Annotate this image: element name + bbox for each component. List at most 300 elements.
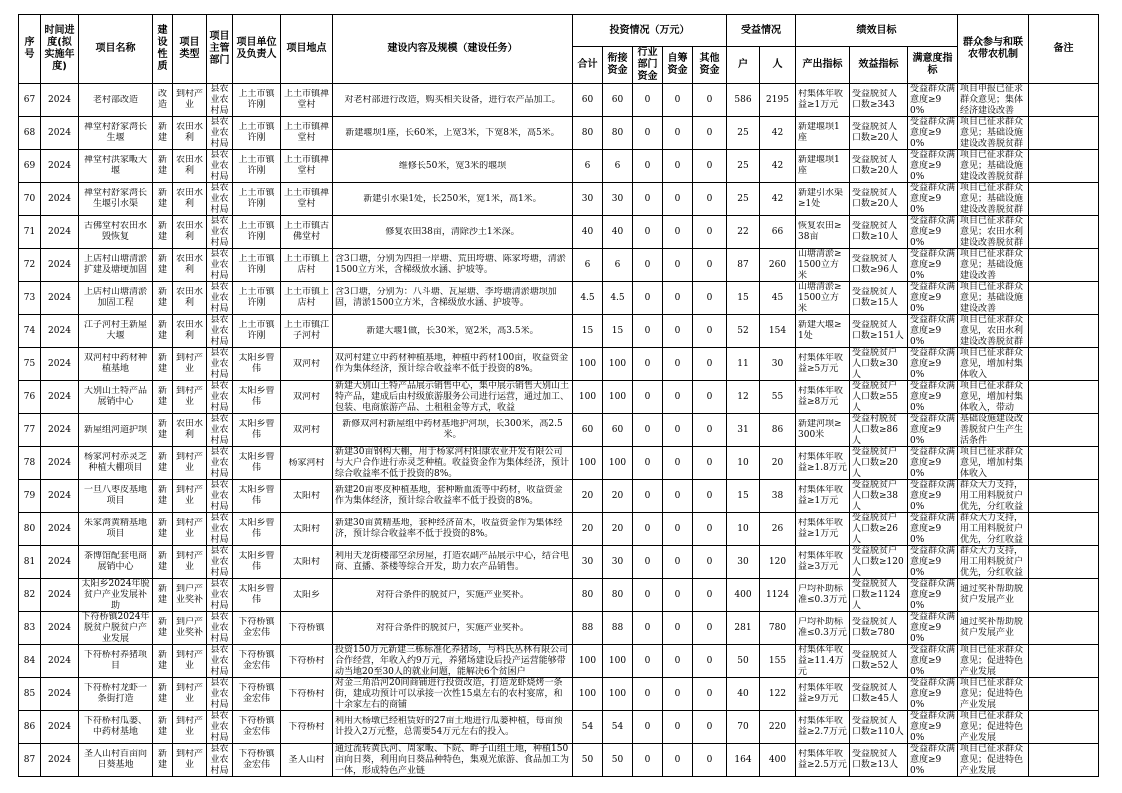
cell-total-text: 60	[581, 424, 594, 435]
cell-people	[760, 480, 796, 513]
cell-total-text: 100	[578, 688, 597, 699]
cell-mechanism-text: 项目已征求群众意见，增加村集体收入	[960, 348, 1024, 380]
cell-link-text: 40	[611, 226, 624, 237]
cell-dept	[207, 579, 233, 612]
cell-total-text: 6	[584, 259, 591, 270]
cell-households-text: 31	[737, 424, 749, 435]
cell-satisfaction	[908, 678, 958, 711]
cell-other	[693, 414, 727, 447]
cell-location	[281, 315, 333, 348]
cell-people-text: 45	[771, 292, 784, 303]
cell-location	[281, 282, 333, 315]
cell-output-text: 村集体年收益≥5万元	[798, 353, 844, 374]
cell-location	[281, 381, 333, 414]
cell-dept	[207, 711, 233, 744]
header-effect: 效益指标	[850, 47, 908, 84]
cell-link	[603, 744, 633, 777]
cell-satisfaction	[908, 348, 958, 381]
cell-people	[760, 282, 796, 315]
cell-location	[281, 414, 333, 447]
cell-output	[796, 678, 850, 711]
cell-unit-text: 上土市镇许刚	[238, 89, 275, 110]
cell-mechanism-text: 项目已征求群众意见，农田水利建设改善脱贫群	[960, 315, 1024, 347]
cell-year	[41, 216, 79, 249]
cell-seq-text: 73	[23, 292, 36, 303]
cell-people	[760, 546, 796, 579]
cell-output	[796, 216, 850, 249]
cell-other	[693, 150, 727, 183]
cell-other	[693, 447, 727, 480]
cell-satisfaction	[908, 744, 958, 777]
cell-satisfaction-text: 受益群众满意度≥90%	[910, 117, 955, 149]
cell-other-text: 0	[706, 622, 713, 633]
cell-nature-text: 新建	[157, 353, 167, 374]
cell-self	[663, 348, 693, 381]
header-satisfaction: 满意度指标	[908, 47, 958, 84]
cell-unit-text: 太阳乡曾伟	[238, 386, 275, 407]
cell-dept-text: 县农业农村局	[210, 249, 229, 281]
cell-self-text: 0	[674, 556, 681, 567]
cell-year	[41, 414, 79, 447]
cell-households-text: 586	[734, 94, 752, 105]
cell-households	[727, 183, 760, 216]
cell-people	[760, 678, 796, 711]
cell-seq	[19, 348, 41, 381]
cell-nature-text: 新建	[157, 287, 167, 308]
cell-type-text: 到村产业	[175, 518, 203, 539]
cell-location	[281, 249, 333, 282]
cell-people	[760, 744, 796, 777]
cell-mechanism	[958, 612, 1029, 645]
cell-satisfaction	[908, 612, 958, 645]
cell-industry	[633, 447, 663, 480]
cell-satisfaction-text: 受益群众满意度≥90%	[910, 447, 955, 479]
cell-effect-text: 受益脱贫人口数≥45人	[852, 683, 898, 704]
cell-content-text: 新建堰坝1座，长60米，上宽3米，下宽8米，高5米。	[345, 127, 560, 138]
cell-nature-text: 新建	[157, 485, 167, 506]
cell-unit-text: 上土市镇许刚	[238, 287, 275, 308]
cell-seq	[19, 645, 41, 678]
cell-households-text: 25	[737, 160, 749, 171]
cell-location-text: 上土市镇禅堂村	[283, 188, 329, 209]
cell-link	[603, 150, 633, 183]
cell-type	[173, 183, 207, 216]
cell-output-text: 村集体年收益≥8万元	[798, 386, 844, 407]
cell-dept-text: 县农业农村局	[210, 480, 229, 512]
cell-type	[173, 579, 207, 612]
cell-households-text: 400	[734, 589, 752, 600]
cell-link-text: 20	[611, 523, 624, 534]
cell-name	[79, 117, 153, 150]
cell-unit	[233, 315, 281, 348]
cell-mechanism-text: 项目已征求群众意见，增加村集体收入	[960, 447, 1024, 479]
cell-name-text: 禅堂村舒家湾长生堰	[83, 122, 147, 143]
cell-content	[333, 381, 573, 414]
cell-seq	[19, 480, 41, 513]
cell-location-text: 双河村	[292, 391, 320, 402]
cell-seq	[19, 546, 41, 579]
cell-self	[663, 216, 693, 249]
cell-content	[333, 84, 573, 117]
cell-name	[79, 348, 153, 381]
cell-year-text: 2024	[48, 325, 71, 336]
cell-content-text: 含3口塘，分别为四担一岸塘、荒田垮塘、陈家垮塘，清淤1500立方米，含梯级放水涵、护坡等。	[335, 254, 566, 275]
cell-unit	[233, 513, 281, 546]
cell-type	[173, 711, 207, 744]
cell-industry-text: 0	[644, 358, 651, 369]
cell-link	[603, 513, 633, 546]
cell-unit	[233, 546, 281, 579]
cell-year	[41, 579, 79, 612]
cell-content	[333, 645, 573, 678]
cell-seq-text: 87	[23, 754, 36, 765]
cell-name-text: 老村部改造	[92, 94, 138, 105]
cell-name-text: 下符桥村养猪项目	[83, 650, 147, 671]
cell-unit-text: 上土市镇许刚	[238, 320, 275, 341]
header-performance: 绩效目标	[796, 15, 958, 47]
cell-content	[333, 315, 573, 348]
cell-unit	[233, 744, 281, 777]
cell-total-text: 6	[584, 160, 591, 171]
cell-effect	[850, 579, 908, 612]
cell-satisfaction	[908, 117, 958, 150]
cell-self	[663, 744, 693, 777]
cell-industry-text: 0	[644, 160, 651, 171]
cell-nature-text: 新建	[157, 452, 167, 473]
cell-content-text: 利用大杨墩已经租赁好的27亩土地进行瓜蒌种植，每亩预计投入2万元整，总需要54万元左右的投入。	[335, 716, 563, 737]
header-unit: 项目单位及负责人	[233, 15, 281, 84]
cell-satisfaction-text: 受益群众满意度≥90%	[910, 150, 955, 182]
cell-other	[693, 348, 727, 381]
cell-link-text: 60	[611, 94, 624, 105]
cell-self	[663, 381, 693, 414]
cell-nature-text: 新建	[157, 254, 167, 275]
cell-households-text: 10	[737, 457, 749, 468]
cell-content-text: 新建20亩枣皮种植基地，套种断血流等中药材，收益资金作为集体经济，预计综合收益率不低于投资的8%。	[335, 485, 563, 506]
header-industry: 行业部门资金	[633, 47, 663, 84]
cell-people-text: 30	[771, 358, 784, 369]
cell-unit	[233, 381, 281, 414]
cell-nature	[153, 447, 173, 480]
cell-mechanism-text: 项目已征求群众意见；基础设施建设改善	[960, 282, 1024, 314]
cell-unit-text: 太阳乡曾伟	[238, 551, 275, 572]
cell-effect-text: 受益脱贫人口数≥15人	[852, 287, 898, 308]
cell-dept	[207, 84, 233, 117]
cell-people	[760, 183, 796, 216]
cell-location	[281, 117, 333, 150]
cell-seq	[19, 282, 41, 315]
cell-content	[333, 216, 573, 249]
cell-people-text: 42	[771, 160, 784, 171]
cell-nature	[153, 612, 173, 645]
cell-remark	[1029, 282, 1099, 315]
cell-industry-text: 0	[644, 457, 651, 468]
cell-year	[41, 711, 79, 744]
cell-type-text: 到村产业	[175, 716, 203, 737]
header-total: 合计	[573, 47, 603, 84]
cell-seq-text: 80	[23, 523, 36, 534]
cell-output-text: 村集体年收益≥2.7万元	[798, 716, 847, 737]
cell-location-text: 太阳乡	[292, 589, 320, 600]
cell-output-text: 村集体年收益≥1万元	[798, 485, 844, 506]
cell-name	[79, 480, 153, 513]
cell-output-text: 户均补助标准≤0.3万元	[798, 617, 847, 638]
cell-content-text: 修复农田38亩，清除沙土1米深。	[385, 226, 520, 237]
table-row	[19, 579, 1099, 612]
cell-industry-text: 0	[644, 589, 651, 600]
cell-year-text: 2024	[48, 193, 71, 204]
cell-self-text: 0	[674, 127, 681, 138]
cell-households	[727, 249, 760, 282]
cell-mechanism-text: 项目已征求群众意见，增加村集体收入，带动	[960, 381, 1024, 413]
cell-self-text: 0	[674, 259, 681, 270]
cell-other-text: 0	[706, 160, 713, 171]
cell-mechanism	[958, 315, 1029, 348]
cell-output	[796, 744, 850, 777]
cell-location	[281, 183, 333, 216]
cell-industry	[633, 480, 663, 513]
cell-output	[796, 480, 850, 513]
cell-year	[41, 315, 79, 348]
cell-remark	[1029, 579, 1099, 612]
cell-households	[727, 348, 760, 381]
cell-type-text: 到村产业	[175, 749, 203, 770]
cell-output	[796, 612, 850, 645]
cell-satisfaction	[908, 480, 958, 513]
header-mechanism: 群众参与和联农带农机制	[958, 15, 1029, 84]
cell-unit	[233, 414, 281, 447]
cell-name-text: 禅堂村舒家湾长生堰引水渠	[83, 188, 147, 209]
cell-nature	[153, 744, 173, 777]
cell-output	[796, 381, 850, 414]
cell-seq	[19, 612, 41, 645]
cell-output	[796, 711, 850, 744]
cell-link	[603, 381, 633, 414]
cell-total-text: 60	[581, 94, 594, 105]
table-row	[19, 678, 1099, 711]
cell-content	[333, 513, 573, 546]
cell-nature-text: 改造	[157, 89, 167, 110]
cell-unit-text: 太阳乡曾伟	[238, 485, 275, 506]
cell-effect-text: 受益脱贫人口数≥13人	[852, 749, 898, 770]
cell-self-text: 0	[674, 226, 681, 237]
cell-effect	[850, 678, 908, 711]
cell-seq	[19, 381, 41, 414]
cell-location	[281, 546, 333, 579]
cell-unit-text: 太阳乡曾伟	[238, 452, 275, 473]
cell-satisfaction-text: 受益群众满意度≥90%	[910, 216, 955, 248]
cell-mechanism	[958, 744, 1029, 777]
cell-people-text: 155	[768, 655, 787, 666]
cell-other	[693, 381, 727, 414]
cell-people	[760, 348, 796, 381]
cell-mechanism	[958, 150, 1029, 183]
cell-mechanism	[958, 414, 1029, 447]
cell-name	[79, 744, 153, 777]
cell-dept-text: 县农业农村局	[210, 348, 229, 380]
cell-location-text: 上土市镇禅堂村	[283, 89, 329, 110]
cell-effect-text: 受益脱贫人口数≥20人	[852, 155, 898, 176]
cell-link	[603, 282, 633, 315]
cell-households	[727, 414, 760, 447]
cell-unit	[233, 216, 281, 249]
cell-content-text: 维修长50米，宽3米的堰坝	[398, 160, 507, 171]
cell-nature-text: 新建	[157, 386, 167, 407]
cell-dept	[207, 249, 233, 282]
cell-type-text: 到户产业奖补	[175, 584, 203, 605]
cell-name	[79, 447, 153, 480]
cell-dept-text: 县农业农村局	[210, 381, 229, 413]
cell-nature	[153, 480, 173, 513]
cell-mechanism-text: 项目已征求群众意见；促进特色产业发展	[960, 744, 1024, 776]
cell-output-text: 新建河坝≥300米	[798, 419, 842, 440]
cell-satisfaction	[908, 315, 958, 348]
cell-dept	[207, 315, 233, 348]
cell-industry-text: 0	[644, 754, 651, 765]
cell-location	[281, 150, 333, 183]
cell-households-text: 10	[737, 523, 749, 534]
cell-seq-text: 79	[23, 490, 36, 501]
cell-content	[333, 117, 573, 150]
cell-other	[693, 249, 727, 282]
cell-seq-text: 76	[23, 391, 36, 402]
cell-other	[693, 282, 727, 315]
cell-remark	[1029, 513, 1099, 546]
cell-total-text: 100	[578, 457, 597, 468]
cell-type	[173, 84, 207, 117]
cell-name	[79, 579, 153, 612]
cell-self	[663, 84, 693, 117]
cell-dept	[207, 645, 233, 678]
cell-output-text: 山塘清淤≥1500立方米	[798, 249, 842, 281]
cell-dept-text: 县农业农村局	[210, 150, 229, 182]
cell-people-text: 20	[771, 457, 784, 468]
cell-dept	[207, 546, 233, 579]
cell-total-text: 20	[581, 490, 594, 501]
cell-total	[573, 414, 603, 447]
cell-mechanism	[958, 579, 1029, 612]
cell-link-text: 100	[608, 391, 627, 402]
cell-self-text: 0	[674, 688, 681, 699]
cell-type-text: 农田水利	[175, 188, 203, 209]
header-nature: 建设性质	[153, 15, 173, 84]
cell-name-text: 新屋组河道护坝	[83, 424, 147, 435]
cell-unit-text: 太阳乡曾伟	[238, 584, 275, 605]
cell-other-text: 0	[706, 292, 713, 303]
cell-year-text: 2024	[48, 391, 71, 402]
cell-seq-text: 71	[23, 226, 36, 237]
table-row	[19, 84, 1099, 117]
cell-people-text: 120	[768, 556, 787, 567]
cell-unit-text: 太阳乡曾伟	[238, 518, 275, 539]
cell-type-text: 农田水利	[175, 254, 203, 275]
cell-other-text: 0	[706, 325, 713, 336]
cell-output	[796, 150, 850, 183]
cell-link-text: 100	[608, 655, 627, 666]
cell-mechanism	[958, 381, 1029, 414]
cell-mechanism-text: 项目已征求群众意见；促进特色产业发展	[960, 645, 1024, 677]
cell-effect	[850, 447, 908, 480]
table-row	[19, 744, 1099, 777]
cell-people	[760, 381, 796, 414]
cell-satisfaction-text: 受益群众满意度≥90%	[910, 744, 955, 776]
cell-seq	[19, 447, 41, 480]
cell-output	[796, 513, 850, 546]
cell-name-text: 大别山土特产品展销中心	[83, 386, 147, 407]
cell-industry-text: 0	[644, 688, 651, 699]
cell-satisfaction-text: 受益群众满意度≥90%	[910, 546, 955, 578]
cell-year-text: 2024	[48, 622, 71, 633]
cell-households	[727, 381, 760, 414]
cell-effect	[850, 84, 908, 117]
cell-type-text: 到村产业	[175, 551, 203, 572]
cell-self-text: 0	[674, 754, 681, 765]
cell-seq-text: 82	[23, 589, 36, 600]
cell-year-text: 2024	[48, 457, 71, 468]
cell-other	[693, 612, 727, 645]
cell-content-text: 利用天龙街楼部空余房屋，打造农副产品展示中心，结合电商、直播、茶楼等综合开发，助力农产品销售。	[335, 551, 570, 572]
cell-industry	[633, 183, 663, 216]
cell-nature	[153, 645, 173, 678]
cell-year	[41, 513, 79, 546]
cell-people-text: 55	[771, 391, 784, 402]
cell-effect-text: 受益脱贫人口数≥20人	[852, 188, 898, 209]
cell-location-text: 上土市镇上店村	[283, 287, 329, 308]
cell-satisfaction-text: 受益群众满意度≥90%	[910, 513, 955, 545]
cell-other	[693, 645, 727, 678]
cell-output	[796, 249, 850, 282]
cell-other	[693, 579, 727, 612]
cell-nature	[153, 150, 173, 183]
cell-seq-text: 86	[23, 721, 36, 732]
cell-output	[796, 117, 850, 150]
cell-type-text: 到村产业	[175, 485, 203, 506]
cell-nature-text: 新建	[157, 518, 167, 539]
cell-dept-text: 县农业农村局	[210, 711, 229, 743]
cell-industry-text: 0	[644, 292, 651, 303]
cell-households	[727, 447, 760, 480]
cell-self	[663, 645, 693, 678]
cell-name	[79, 711, 153, 744]
cell-total	[573, 546, 603, 579]
cell-name-text: 上店村山塘清淤加固工程	[83, 287, 147, 308]
cell-self	[663, 513, 693, 546]
cell-industry-text: 0	[644, 490, 651, 501]
cell-nature	[153, 282, 173, 315]
cell-households-text: 52	[737, 325, 749, 336]
cell-seq	[19, 150, 41, 183]
cell-effect	[850, 480, 908, 513]
cell-content-text: 对符合条件的脱贫户，实施产业奖补。	[375, 589, 529, 600]
cell-self-text: 0	[674, 490, 681, 501]
cell-remark	[1029, 480, 1099, 513]
cell-other	[693, 678, 727, 711]
cell-industry-text: 0	[644, 94, 651, 105]
cell-dept	[207, 183, 233, 216]
cell-total	[573, 480, 603, 513]
cell-type	[173, 645, 207, 678]
cell-self	[663, 546, 693, 579]
cell-remark	[1029, 645, 1099, 678]
cell-nature-text: 新建	[157, 617, 167, 638]
cell-output	[796, 414, 850, 447]
cell-content-text: 新建30亩钢构大棚，用于杨家河村阳康农业开发有限公司与大户合作进行赤灵芝种植。收益资金作为集体经济，预计综合收益率不低于投资的8%。	[335, 447, 570, 479]
cell-type-text: 农田水利	[175, 320, 203, 341]
table-row	[19, 447, 1099, 480]
cell-people-text: 260	[768, 259, 787, 270]
cell-dept-text: 县农业农村局	[210, 546, 229, 578]
cell-name	[79, 513, 153, 546]
